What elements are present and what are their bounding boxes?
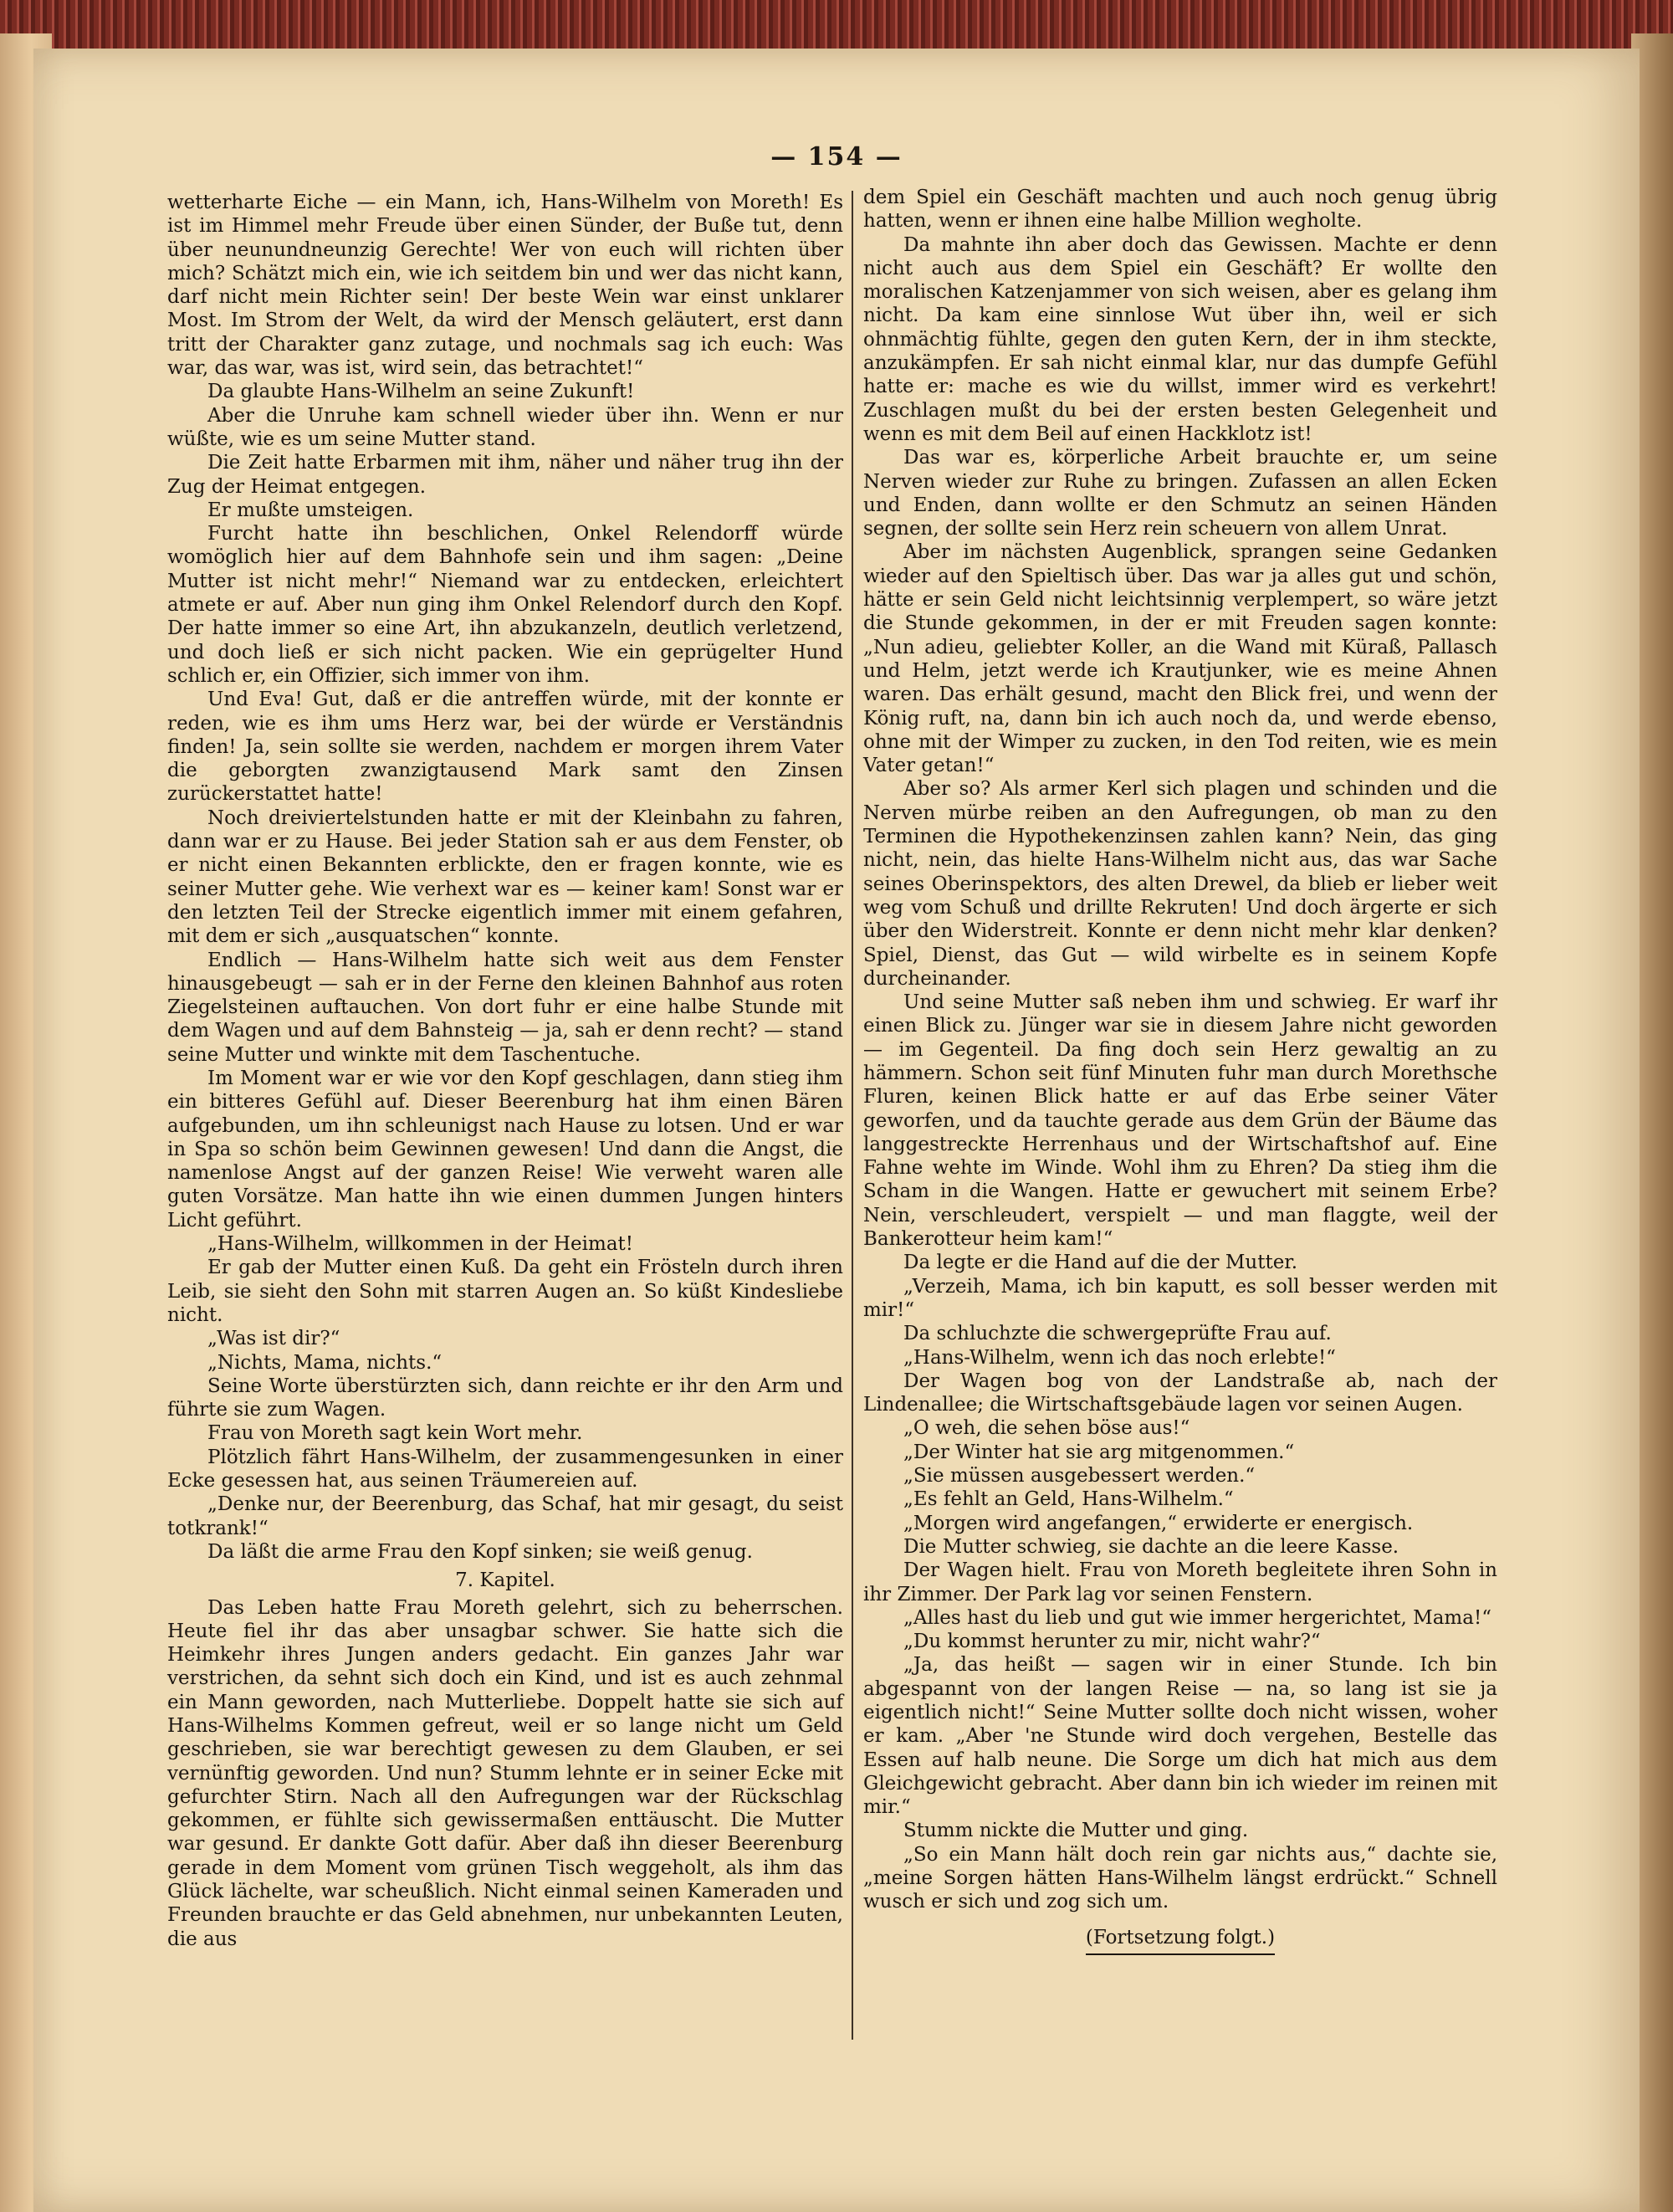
paragraph: Seine Worte überstürzten sich, dann reichte er ihr den Arm und führte sie zum Wagen. <box>167 1375 843 1421</box>
dialogue-line: „Sie müssen ausgebessert werden.“ <box>903 1465 1256 1487</box>
paragraph: Und seine Mutter saß neben ihm und schwieg. Er warf ihr einen Blick zu. Jünger war sie in diesem Jahre nicht geworden — im Gegenteil. Da fing doch sein Herz gewaltig an zu hämmern. Schon seit fünf Minuten fuhr man durch Morethsche Fluren, keinen Blick hatte er auf das Erbe seiner Väter geworfen, und da tauchte gerade aus dem Grün der Bäume das langgestreckte Herrenhaus und der Wirtschaftshof auf. Eine Fahne wehte im Winde. Wohl ihm zu Ehren? Da stieg ihm die Scham in die Wangen. Hatte er gewuchert mit seinem Erbe? Nein, verschleudert, verspielt — und man flaggte, weil der Bankerotteur heim kam!“ <box>863 991 1497 1251</box>
paragraph: „Ja, das heißt — sagen wir in einer Stunde. Ich bin abgespannt von der langen Reise — na, so lang ist sie ja eigentlich nicht!“ Seine Mutter sollte doch nicht wissen, woher er kam. „Aber 'ne Stunde wird doch vergehen, Bestelle das Essen auf halb neune. Die Sorge um dich hat mich aus dem Gleichgewicht gebracht. Aber dann bin ich wieder im reinen mit mir.“ <box>863 1654 1497 1819</box>
paragraph: Aber im nächsten Augenblick, sprangen seine Gedanken wieder auf den Spieltisch über. Das war ja alles gut und schön, hätte er sein Geld nicht leichtsinnig verplempert, so wäre jetzt die Stunde gekommen, in der er mit Freuden sagen konnte: „Nun adieu, geliebter Koller, an die Wand mit Küraß, Pallasch und Helm, jetzt werde ich Krautjunker, wie es meine Ahnen waren. Das erhält gesund, macht den Blick frei, und wenn der König ruft, na, dann bin ich auch noch da, und werde ebenso, ohne mit der Wimper zu zucken, in den Tod reiten, wie es mein Vater getan!“ <box>863 541 1497 777</box>
dialogue-line: „Denke nur, der Beerenburg, das Schaf, hat mir gesagt, du seist totkrank!“ <box>167 1493 843 1539</box>
text-column-right <box>863 186 1497 1949</box>
paragraph: Er gab der Mutter einen Kuß. Da geht ein Frösteln durch ihren Leib, sie sieht den Sohn mit starren Augen an. So küßt Kindesliebe nicht. <box>167 1257 843 1326</box>
paragraph: Er mußte umsteigen. <box>207 499 414 521</box>
book-binding-edge <box>0 0 1673 52</box>
paragraph: dem Spiel ein Geschäft machten und auch noch genug übrig hatten, wenn er ihnen eine halbe Million wegholte. <box>863 187 1497 233</box>
paragraph: Endlich — Hans-Wilhelm hatte sich weit aus dem Fenster hinausgebeugt — sah er in der Ferne den kleinen Bahnhof aus roten Ziegelsteinen auftauchen. Von dort fuhr er eine halbe Stunde mit dem Wagen und auf dem Bahnsteig — ja, sah er denn recht? — stand seine Mutter und winkte mit dem Taschentuche. <box>167 949 843 1066</box>
paragraph: Da legte er die Hand auf die der Mutter. <box>903 1252 1298 1274</box>
paragraph: Frau von Moreth sagt kein Wort mehr. <box>207 1422 583 1445</box>
dialogue-line: „Der Winter hat sie arg mitgenommen.“ <box>903 1441 1295 1463</box>
chapter-heading: 7. Kapitel. <box>455 1569 555 1592</box>
paragraph: Der Wagen hielt. Frau von Moreth begleitete ihren Sohn in ihr Zimmer. Der Park lag vor seinen Fenstern. <box>863 1559 1497 1605</box>
dialogue-line: „O weh, die sehen böse aus!“ <box>903 1417 1190 1440</box>
paragraph: Das war es, körperliche Arbeit brauchte er, um seine Nerven wieder zur Ruhe zu bringen. Zufassen an allen Ecken und Enden, dann wollte er den Schmutz an seinen Händen segnen, der sollte sein Herz rein scheuern von allem Unrat. <box>863 447 1497 540</box>
text-column-left <box>167 191 843 1951</box>
continuation-text: (Fortsetzung folgt.) <box>1086 1927 1275 1955</box>
dialogue-line: „Was ist dir?“ <box>207 1328 340 1350</box>
dialogue-line: „Morgen wird angefangen,“ erwiderte er energisch. <box>903 1512 1414 1534</box>
paragraph: Und Eva! Gut, daß er die antreffen würde, mit der konnte er reden, wie es ihm ums Herz war, bei der würde er Verständnis finden! Ja, sein sollte sie werden, nachdem er morgen ihrem Vater die geborgten zwanzigtausend Mark samt den Zinsen zurückerstattet hatte! <box>167 689 843 806</box>
paragraph: Die Mutter schwieg, sie dachte an die leere Kasse. <box>903 1535 1399 1558</box>
page-number: — 154 — <box>770 142 903 172</box>
paragraph: Aber so? Als armer Kerl sich plagen und schinden und die Nerven mürbe reiben an den Aufregungen, ob man zu den Terminen die Hypothekenzinsen zahlen kann? Nein, das ging nicht, nein, das hielte Hans-Wilhelm nicht aus, das war Sache seines Oberinspektors, des alten Drewel, da blieb er lieber weit weg vom Schuß und drillte Rekruten! Und doch ärgerte er sich über den Widerstreit. Konnte er denn nicht mehr klar denken? Spiel, Dienst, das Gut — wild wirbelte es in seinem Kopfe durcheinander. <box>863 778 1497 990</box>
paragraph: Da mahnte ihn aber doch das Gewissen. Machte er denn nicht auch aus dem Spiel ein Geschäft? Er wollte den moralischen Katzenjammer von sich weisen, aber es gelang ihm nicht. Da kam eine sinnlose Wut über ihn, weil er sich ohnmächtig fühlte, gegen den guten Kern, der in ihm steckte, anzukämpfen. Er sah nicht einmal klar, nur das dumpfe Gefühl hatte er: mache es wie du willst, immer wird es verkehrt! Zuschlagen mußt du bei der ersten besten Gelegenheit und wenn es mit dem Beil auf einen Hackklotz ist! <box>863 233 1497 445</box>
dialogue-line: „Alles hast du lieb und gut wie immer hergerichtet, Mama!“ <box>903 1606 1491 1629</box>
paragraph: Da glaubte Hans-Wilhelm an seine Zukunft! <box>207 381 635 403</box>
paragraph: „So ein Mann hält doch rein gar nichts aus,“ dachte sie, „meine Sorgen hätten Hans-Wilhelm längst erdrückt.“ Schnell wusch er sich und zog sich um. <box>863 1843 1497 1913</box>
paragraph: Plötzlich fährt Hans-Wilhelm, der zusammengesunken in einer Ecke gesessen hat, aus seinen Träumereien auf. <box>167 1446 843 1493</box>
paragraph: Da läßt die arme Frau den Kopf sinken; sie weiß genug. <box>207 1540 753 1563</box>
paragraph: Noch dreiviertelstunden hatte er mit der Kleinbahn zu fahren, dann war er zu Hause. Bei jeder Station sah er aus dem Fenster, ob er nicht einen Bekannten erblickte, den er fragen konnte, wie es seiner Mutter gehe. Wie verhext war es — keiner kam! Sonst war er den letzten Teil der Strecke eigentlich immer mit einem gefahren, mit dem er sich „ausquatschen“ konnte. <box>167 806 843 948</box>
paragraph: Da schluchzte die schwergeprüfte Frau auf. <box>903 1323 1332 1345</box>
paragraph: Im Moment war er wie vor den Kopf geschlagen, dann stieg ihm ein bitteres Gefühl auf. Dieser Beerenburg hat ihm einen Bären aufgebunden, um ihn schleunigst nach Hause zu lotsen. Und er war in Spa so schön beim Gewinnen gewesen! Und dann die Angst, die namenlose Angst auf der ganzen Reise! Wie verweht waren alle guten Vorsätze. Man hatte ihn wie einen dummen Jungen hinters Licht geführt. <box>167 1067 843 1231</box>
dialogue-line: „Verzeih, Mama, ich bin kaputt, es soll besser werden mit mir!“ <box>863 1275 1497 1321</box>
dialogue-line: „Es fehlt an Geld, Hans-Wilhelm.“ <box>903 1488 1234 1511</box>
paragraph: Aber die Unruhe kam schnell wieder über ihn. Wenn er nur wüßte, wie es um seine Mutter stand. <box>167 404 843 450</box>
dialogue-line: „Hans-Wilhelm, willkommen in der Heimat! <box>207 1233 634 1256</box>
paragraph: Die Zeit hatte Erbarmen mit ihm, näher und näher trug ihn der Zug der Heimat entgegen. <box>167 452 843 498</box>
paragraph: wetterharte Eiche — ein Mann, ich, Hans-Wilhelm von Moreth! Es ist im Himmel mehr Freude über einen Sünder, der Buße tut, denn über neunundneunzig Gerechte! Wer von euch will richten über mich? Schätzt mich ein, wie ich seitdem bin und wer das nicht kann, darf nicht mein Richter sein! Der beste Wein war einst unklarer Most. Im Strom der Welt, da wird der Mensch geläutert, erst dann tritt der Charakter ganz zutage, und nochmals sag ich euch: Was war, das war, was ist, wird sein, das betrachtet!“ <box>167 192 843 380</box>
dialogue-line: „Hans-Wilhelm, wenn ich das noch erlebte!“ <box>903 1346 1336 1369</box>
continuation-note <box>863 1926 1497 1949</box>
paragraph: Stumm nickte die Mutter und ging. <box>903 1820 1249 1842</box>
column-divider <box>852 191 853 2040</box>
paragraph: Der Wagen bog von der Landstraße ab, nach der Lindenallee; die Wirtschaftsgebäude lagen vor seinen Augen. <box>863 1370 1497 1416</box>
paragraph: Furcht hatte ihn beschlichen, Onkel Relendorff würde womöglich hier auf dem Bahnhofe sein und ihm sagen: „Deine Mutter ist nicht mehr!“ Niemand war zu entdecken, erleichtert atmete er auf. Aber nun ging ihm Onkel Relendorf durch den Kopf. Der hatte immer so eine Art, ihn abzukanzeln, deutlich verletzend, und doch ließ er sich nicht packen. Wie ein geprügelter Hund schlich er, ein Offizier, sich immer von ihm. <box>167 523 843 687</box>
dialogue-line: „Du kommst herunter zu mir, nicht wahr?“ <box>903 1631 1321 1653</box>
paragraph: Das Leben hatte Frau Moreth gelehrt, sich zu beherrschen. Heute fiel ihr das aber unsagbar schwer. Sie hatte sich die Heimkehr ihres Jungen anders gedacht. Ein ganzes Jahr war verstrichen, da sehnt sich doch ein Kind, und ist es auch zehnmal ein Mann geworden, nach Mutterliebe. Doppelt hatte sie sich auf Hans-Wilhelms Kommen gefreut, weil er so lange nicht um Geld geschrieben, sie war berechtigt gewesen zu dem Glauben, er sei vernünftig geworden. Und nun? Stumm lehnte er in seiner Ecke mit gefurchter Stirn. Nach all den Aufregungen war der Rückschlag gekommen, er fühlte sich gewissermaßen enttäuscht. Die Mutter war gesund. Er dankte Gott dafür. Aber daß ihn dieser Beerenburg gerade in dem Moment vom grünen Tisch weggeholt, als ihm das Glück lächelte, war scheußlich. Nicht einmal seinen Kameraden und Freunden brauchte er das Geld abnehmen, nur unbekannten Leuten, die aus <box>167 1596 843 1950</box>
dialogue-line: „Nichts, Mama, nichts.“ <box>207 1351 443 1374</box>
